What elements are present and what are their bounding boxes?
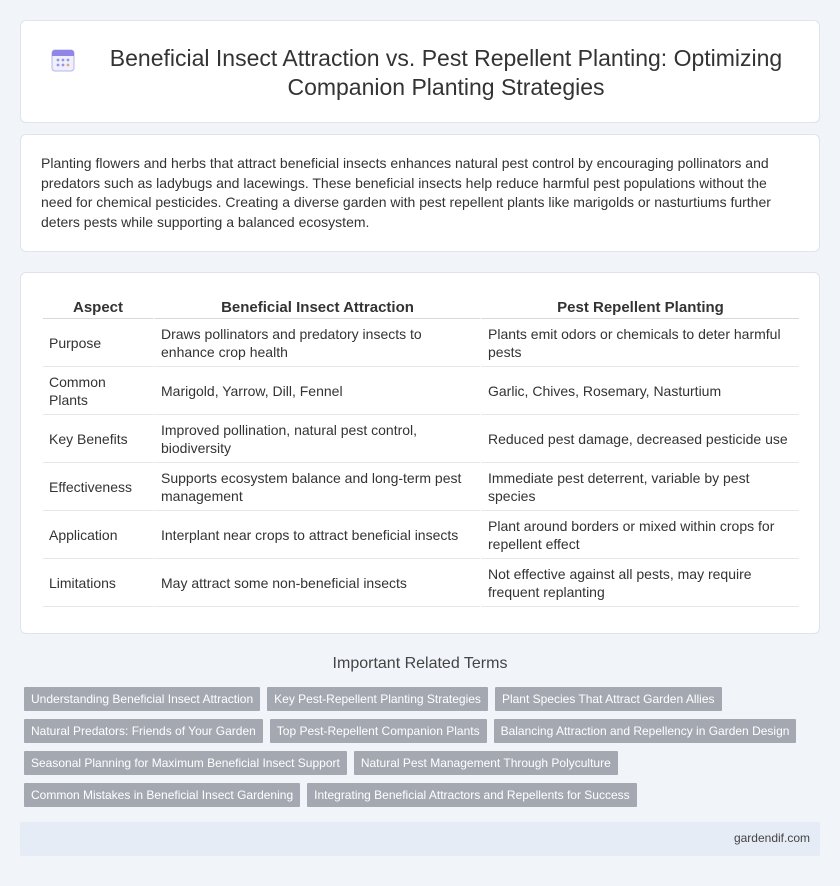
repellent-cell: Garlic, Chives, Rosemary, Nasturtium bbox=[480, 367, 799, 415]
table-row bbox=[43, 463, 799, 511]
attraction-cell: May attract some non-beneficial insects bbox=[153, 559, 480, 607]
tag-row bbox=[24, 719, 804, 743]
footer-site-name[interactable]: gardendif.com bbox=[733, 831, 810, 845]
table-row bbox=[43, 367, 799, 415]
footer bbox=[20, 822, 820, 856]
related-term-link[interactable]: Natural Predators: Friends of Your Garden bbox=[24, 719, 263, 743]
related-term-link[interactable]: Understanding Beneficial Insect Attraction bbox=[24, 687, 260, 711]
attraction-cell: Improved pollination, natural pest control, biodiversity bbox=[153, 415, 480, 463]
attraction-cell: Draws pollinators and predatory insects to enhance crop health bbox=[153, 319, 480, 367]
attraction-cell: Marigold, Yarrow, Dill, Fennel bbox=[153, 367, 480, 415]
comparison-card bbox=[20, 272, 820, 634]
comparison-table bbox=[43, 296, 799, 607]
table-row bbox=[43, 511, 799, 559]
table-row bbox=[43, 319, 799, 367]
related-term-link[interactable]: Common Mistakes in Beneficial Insect Gardening bbox=[24, 783, 300, 807]
repellent-cell: Immediate pest deterrent, variable by pest species bbox=[480, 463, 799, 511]
tag-row bbox=[24, 751, 804, 775]
calendar-icon bbox=[50, 47, 76, 73]
tag-row bbox=[24, 783, 804, 807]
repellent-cell: Plant around borders or mixed within crops for repellent effect bbox=[480, 511, 799, 559]
repellent-cell: Reduced pest damage, decreased pesticide use bbox=[480, 415, 799, 463]
repellent-cell: Plants emit odors or chemicals to deter harmful pests bbox=[480, 319, 799, 367]
related-terms-list bbox=[24, 687, 804, 815]
column-header: Beneficial Insect Attraction bbox=[153, 296, 480, 319]
intro-paragraph: Planting flowers and herbs that attract beneficial insects enhances natural pest control by encouraging pollinators and predators such as ladybugs and lacewings. These beneficial insects help reduce harmful pest populations without the need for chemical pesticides. Creating a diverse garden with pest repellent plants like marigolds or nasturtiums further deters pests while supporting a balanced ecosystem. bbox=[41, 155, 771, 230]
table-row bbox=[43, 559, 799, 607]
intro-card bbox=[20, 134, 820, 252]
related-term-link[interactable]: Natural Pest Management Through Polyculture bbox=[354, 751, 618, 775]
table-row bbox=[43, 415, 799, 463]
aspect-cell: Common Plants bbox=[43, 367, 153, 415]
related-term-link[interactable]: Top Pest-Repellent Companion Plants bbox=[270, 719, 487, 743]
attraction-cell: Supports ecosystem balance and long-term pest management bbox=[153, 463, 480, 511]
repellent-cell: Not effective against all pests, may require frequent replanting bbox=[480, 559, 799, 607]
table-header-row bbox=[43, 296, 799, 319]
related-term-link[interactable]: Balancing Attraction and Repellency in Garden Design bbox=[494, 719, 797, 743]
related-term-link[interactable]: Key Pest-Repellent Planting Strategies bbox=[267, 687, 488, 711]
related-term-link[interactable]: Seasonal Planning for Maximum Beneficial Insect Support bbox=[24, 751, 347, 775]
tag-row bbox=[24, 687, 804, 711]
title-card bbox=[20, 20, 820, 123]
related-term-link[interactable]: Integrating Beneficial Attractors and Repellents for Success bbox=[307, 783, 637, 807]
aspect-cell: Limitations bbox=[43, 559, 153, 607]
aspect-cell: Key Benefits bbox=[43, 415, 153, 463]
related-terms-heading: Important Related Terms bbox=[332, 655, 508, 672]
related-term-link[interactable]: Plant Species That Attract Garden Allies bbox=[495, 687, 722, 711]
column-header: Pest Repellent Planting bbox=[480, 296, 799, 319]
aspect-cell: Application bbox=[43, 511, 153, 559]
page-title: Beneficial Insect Attraction vs. Pest Repellent Planting: Optimizing Companion Planting Strategies bbox=[109, 45, 783, 100]
attraction-cell: Interplant near crops to attract beneficial insects bbox=[153, 511, 480, 559]
column-header: Aspect bbox=[43, 296, 153, 319]
aspect-cell: Effectiveness bbox=[43, 463, 153, 511]
aspect-cell: Purpose bbox=[43, 319, 153, 367]
